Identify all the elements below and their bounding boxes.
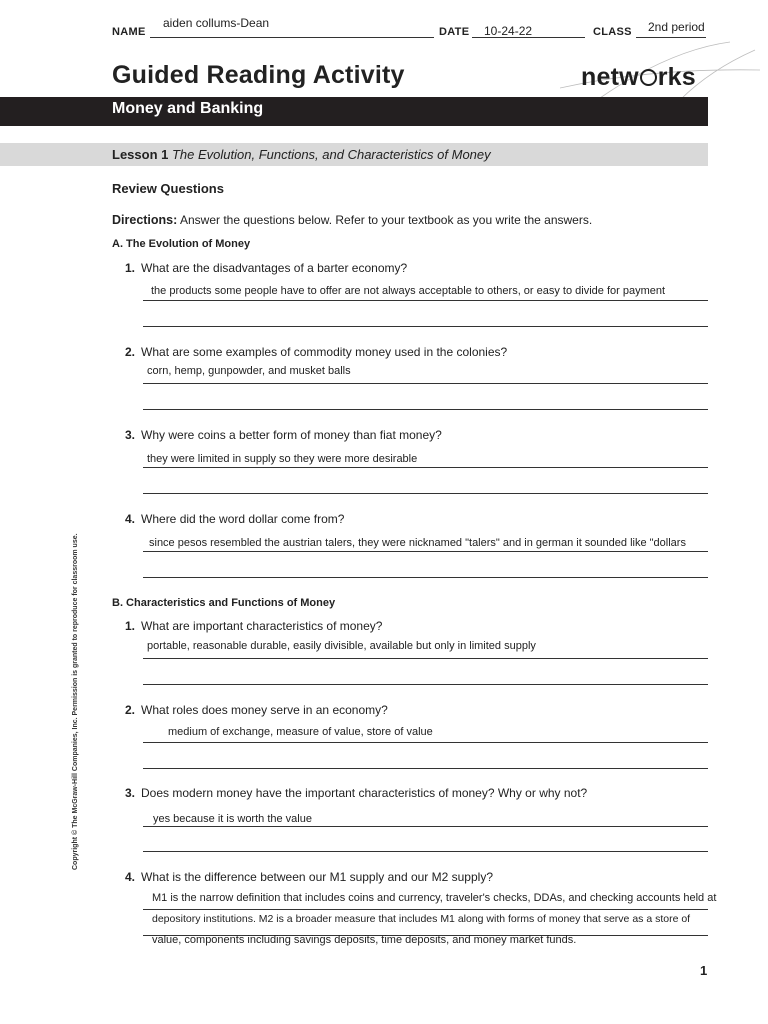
question-b2 [125,703,388,717]
review-heading: Review Questions [112,181,224,196]
question-b4 [125,870,493,884]
directions [112,213,592,227]
answer-a3-line1[interactable]: they were limited in supply so they were more desirable [147,453,418,465]
copyright-notice: Copyright © The McGraw-Hill Companies, Inc. Permission is granted to reproduce for classroom use. [72,533,79,870]
question-a3 [125,428,442,442]
question-a4 [125,512,344,526]
logo-globe-icon [640,69,657,86]
answer-b1-line1[interactable]: portable, reasonable durable, easily divisible, available but only in limited supply [147,640,536,652]
question-a1 [125,261,407,275]
chapter-banner [0,97,708,126]
answer-line [143,768,708,769]
answer-line [143,658,708,659]
directions-text: Answer the questions below. Refer to your textbook as you write the answers. [179,213,593,227]
class-label: CLASS [593,26,632,38]
answer-line [143,684,708,685]
logo-text-start: netw [581,63,639,91]
question-text: Does modern money have the important characteristics of money? Why or why not? [141,786,588,800]
question-number: 2. [125,703,136,717]
lesson-heading [112,147,491,162]
question-b1 [125,619,382,633]
question-text: What is the difference between our M1 supply and our M2 supply? [141,870,493,884]
answer-a4-line1[interactable]: since pesos resembled the austrian talers, they were nicknamed "talers" and in german it sounded like "dollars [149,537,686,549]
question-number: 4. [125,512,136,526]
name-label: NAME [112,26,146,38]
answer-b4-line2[interactable]: depository institutions. M2 is a broader measure that includes M1 along with forms of money that serve as a store of [152,913,691,925]
directions-label: Directions: [112,213,178,227]
question-number: 1. [125,619,136,633]
answer-b4-line3[interactable]: value, components including savings deposits, time deposits, and money market funds. [152,934,577,946]
answer-b3-line1[interactable]: yes because it is worth the value [153,813,312,825]
name-field[interactable]: aiden collums-Dean [163,16,270,30]
date-label: DATE [439,26,470,38]
chapter-title: Money and Banking [112,100,264,117]
question-text: What are the disadvantages of a barter economy? [141,261,408,275]
section-a-title: A. The Evolution of Money [112,238,251,250]
question-text: Where did the word dollar come from? [141,512,345,526]
answer-a1-line1[interactable]: the products some people have to offer are not always acceptable to others, or easy to divide for payment [151,285,666,297]
class-field[interactable]: 2nd period [648,20,705,34]
answer-line [143,551,708,552]
question-number: 2. [125,345,136,359]
answer-line [143,326,708,327]
question-text: What are some examples of commodity money used in the colonies? [141,345,508,359]
question-a2 [125,345,507,359]
question-text: What are important characteristics of money? [141,619,383,633]
question-number: 3. [125,428,136,442]
answer-line [143,300,708,301]
question-number: 3. [125,786,136,800]
question-number: 1. [125,261,136,275]
class-field-line [636,37,706,38]
logo-text-end: rks [657,63,696,91]
answer-b4-line1[interactable]: M1 is the narrow definition that includes coins and currency, traveler's checks, DDAs, and checking accounts held at [152,892,717,904]
question-text: Why were coins a better form of money than fiat money? [141,428,442,442]
question-text: What roles does money serve in an economy? [141,703,388,717]
date-field[interactable]: 10-24-22 [484,24,533,38]
networks-logo [581,63,696,92]
answer-line [143,493,708,494]
page-number: 1 [700,963,708,978]
answer-line [143,383,708,384]
answer-line [143,467,708,468]
lesson-number: Lesson 1 [112,147,169,162]
page-title: Guided Reading Activity [112,61,405,89]
lesson-title: The Evolution, Functions, and Characteristics of Money [171,147,491,162]
section-b-title: B. Characteristics and Functions of Money [112,597,336,609]
answer-a2-line1[interactable]: corn, hemp, gunpowder, and musket balls [147,365,351,377]
answer-line [143,851,708,852]
question-number: 4. [125,870,136,884]
name-field-line [150,37,434,38]
answer-line [143,909,708,910]
answer-line [143,577,708,578]
answer-b2-line1[interactable]: medium of exchange, measure of value, store of value [168,726,433,738]
answer-line [143,742,708,743]
answer-line [143,826,708,827]
answer-line [143,409,708,410]
question-b3 [125,786,587,800]
